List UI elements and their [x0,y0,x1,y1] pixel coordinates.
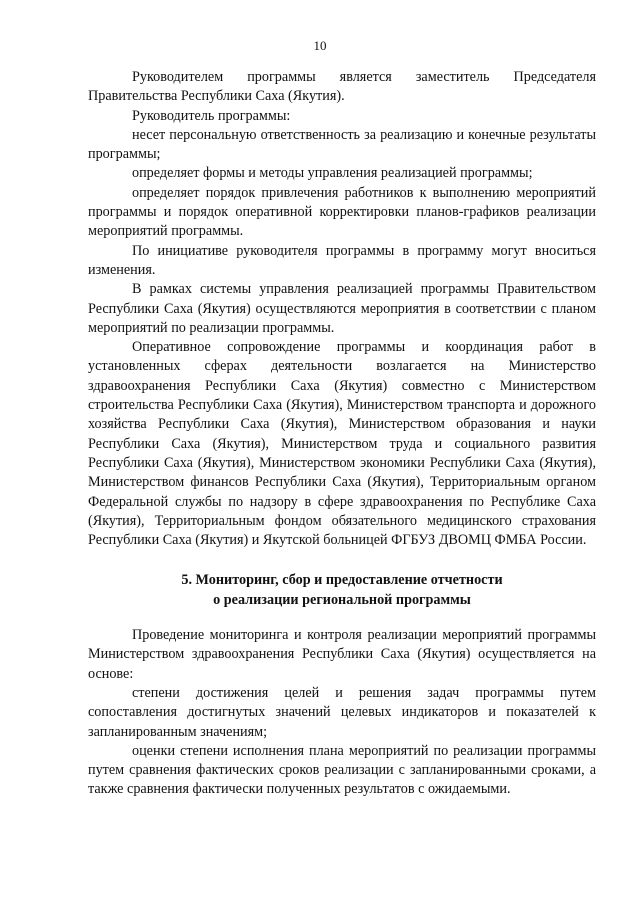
paragraph: несет персональную ответственность за реализацию и конечные результаты программы; [88,126,596,163]
paragraph: Оперативное сопровождение программы и координация работ в установленных сферах деятельности возлагается на Министерство здравоохранения Республики Саха (Якутия) совместно с Министерством строительства Республики Саха (Якутия), Министерством транспорта и дорожного хозяйства Республики Саха (Якутия), Министерством образования и науки Республики Саха (Якутия), Министерством труда и социального развития Республики Саха (Якутия), Министерством экономики Республики Саха (Якутия), Министерством финансов Республики Саха (Якутия), Территориальным органом Федеральной службы по надзору в сфере здравоохранения по Республике Саха (Якутия), Территориальным фондом обязательного медицинского страхования Республики Саха (Якутия) и Якутской больницей ФГБУЗ ДВОМЦ ФМБА России. [88,339,596,549]
paragraph: Проведение мониторинга и контроля реализации мероприятий программы Министерством здравоохранения Республики Саха (Якутия) осуществляется на основе: [88,627,596,682]
paragraph: определяет порядок привлечения работников к выполнению мероприятий программы и порядок оперативной корректировки планов-графиков реализации мероприятий программы. [88,184,596,240]
paragraph: Руководитель программы: [132,107,291,124]
paragraph: оценки степени исполнения плана мероприятий по реализации программы путем сравнения фактических сроков реализации с запланированными сроками, а также сравнения фактически полученных результатов с ожидаемыми. [88,742,596,798]
paragraph: По инициативе руководителя программы в программу могут вноситься изменения. [88,242,596,278]
section-heading [88,571,596,610]
page-number: 10 [313,38,327,53]
paragraph: Руководителем программы является заместитель Председателя Правительства Республики Саха (Якутия). [88,69,596,105]
paragraph: В рамках системы управления реализацией программы Правительством Республики Саха (Якутия) осуществляются мероприятия в соответствии с планом мероприятий по реализации программы. [88,281,596,336]
document-body [88,68,596,800]
paragraph: определяет формы и методы управления реализацией программы; [132,165,533,182]
section-heading-line: 5. Мониторинг, сбор и предоставление отчетности [181,572,503,589]
paragraph: степени достижения целей и решения задач программы путем сопоставления достигнутых значений целевых индикаторов и показателей к запланированным значениям; [88,684,596,740]
section-heading-line: о реализации региональной программы [213,591,471,608]
